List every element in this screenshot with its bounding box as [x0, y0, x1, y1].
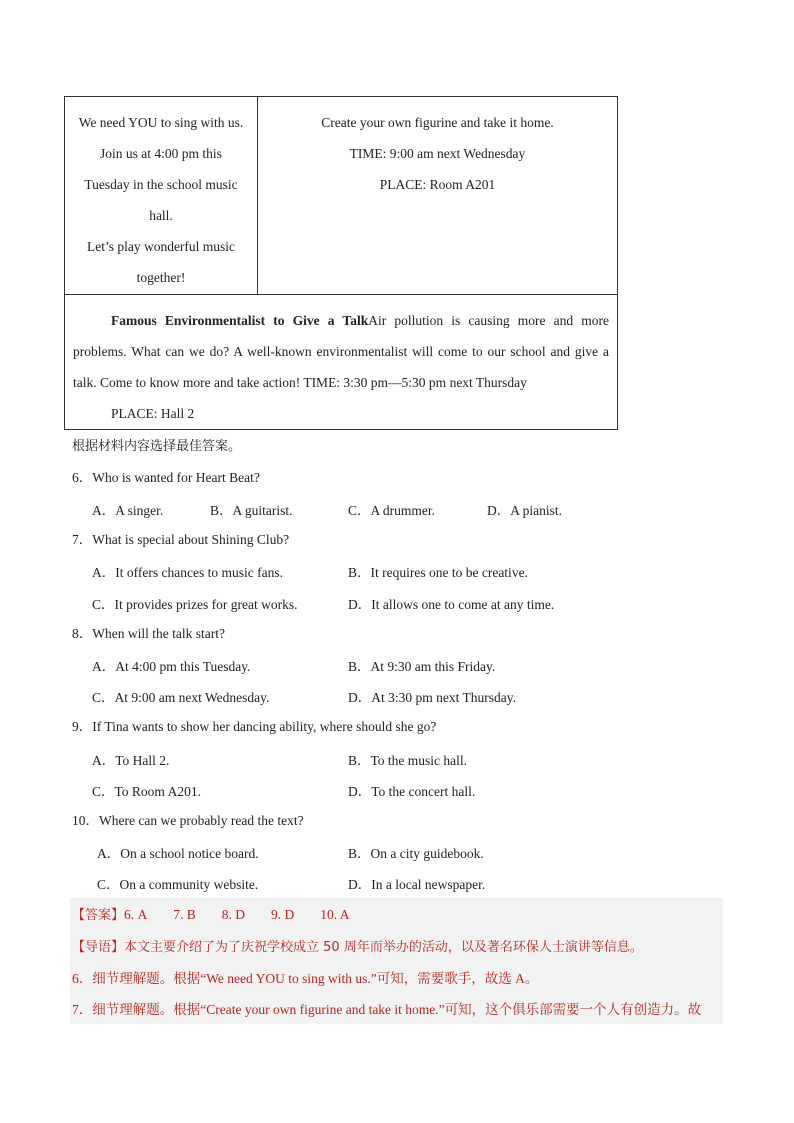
answer-item: 8. D [221, 907, 246, 922]
notice-line: Create your own figurine and take it home. [321, 115, 554, 130]
question-8-stem: 8．When will the talk start? [72, 626, 225, 641]
question-9-option-c[interactable]: C．To Room A201. [92, 784, 201, 799]
figurine-notice [258, 97, 617, 295]
instruction: 根据材料内容选择最佳答案。 [72, 439, 242, 454]
question-10-option-b[interactable]: B．On a city guidebook. [348, 846, 484, 861]
question-6-option-c[interactable]: C．A drummer. [348, 503, 435, 518]
question-7-option-a[interactable]: A．It offers chances to music fans. [92, 565, 283, 580]
question-6-option-b[interactable]: B．A guitarist. [210, 503, 293, 518]
question-8-option-c[interactable]: C．At 9:00 am next Wednesday. [92, 690, 270, 705]
question-7-option-c[interactable]: C．It provides prizes for great works. [92, 597, 298, 612]
talk-notice [65, 295, 617, 429]
notice-line: PLACE: Room A201 [379, 177, 496, 192]
explanation-7: 7．细节理解题。根据“Create your own figurine and take it home.”可知，这个俱乐部需要一个人有创造力。故 [72, 1002, 702, 1017]
answer-item: 9. D [271, 907, 295, 922]
question-9-stem: 9．If Tina wants to show her dancing ability, where should she go? [72, 719, 437, 734]
notice-line: We need YOU to sing with us. [78, 115, 244, 130]
question-8-option-a[interactable]: A．At 4:00 pm this Tuesday. [92, 659, 251, 674]
question-10-stem: 10．Where can we probably read the text? [72, 813, 304, 828]
answer-tag: 【答案】 [72, 908, 125, 923]
question-10-option-a[interactable]: A．On a school notice board. [97, 846, 259, 861]
question-9-option-d[interactable]: D．To the concert hall. [348, 784, 476, 799]
guide-text: 本文主要介绍了为了庆祝学校成立 50 周年而举办的活动，以及著名环保人士演讲等信息。 [124, 940, 643, 955]
question-7-option-d[interactable]: D．It allows one to come at any time. [348, 597, 555, 612]
question-8-option-d[interactable]: D．At 3:30 pm next Thursday. [348, 690, 516, 705]
explanation-6: 6．细节理解题。根据“We need YOU to sing with us.”可知，需要歌手，故选 A。 [72, 971, 539, 986]
question-10-option-c[interactable]: C．On a community website. [97, 877, 259, 892]
notice-line: Let’s play wonderful music [86, 239, 236, 254]
answer-item: 10. A [320, 907, 350, 922]
question-10-option-d[interactable]: D．In a local newspaper. [348, 877, 486, 892]
singing-notice [65, 97, 258, 295]
talk-title: Famous Environmentalist to Give a Talk [111, 313, 369, 328]
answer-item: 6. A [124, 907, 148, 922]
question-8-option-b[interactable]: B．At 9:30 am this Friday. [348, 659, 496, 674]
notice-line: Join us at 4:00 pm this [100, 146, 222, 161]
question-6-option-d[interactable]: D．A pianist. [487, 503, 563, 518]
notice-line: Tuesday in the school music [84, 177, 238, 192]
question-9-option-b[interactable]: B．To the music hall. [348, 753, 468, 768]
question-6-stem: 6．Who is wanted for Heart Beat? [72, 470, 260, 485]
talk-place: PLACE: Hall 2 [111, 406, 195, 421]
question-7-option-b[interactable]: B．It requires one to be creative. [348, 565, 528, 580]
question-6-option-a[interactable]: A．A singer. [92, 503, 164, 518]
notice-line: hall. [149, 208, 173, 223]
notice-table [64, 96, 618, 430]
talk-paragraph [73, 305, 609, 398]
answer-item: 7. B [173, 907, 196, 922]
notice-line: together! [136, 270, 186, 285]
answer-area [70, 898, 723, 1024]
answer-key [72, 904, 376, 923]
question-7-stem: 7．What is special about Shining Club? [72, 532, 290, 547]
question-9-option-a[interactable]: A．To Hall 2. [92, 753, 170, 768]
guide-line [72, 936, 643, 955]
notice-line: TIME: 9:00 am next Wednesday [349, 146, 526, 161]
guide-tag: 【导语】 [72, 940, 125, 955]
talk-body: Air pollution is causing more and more problems. What can we do? A well-known environmentalist will come to our school and give a talk. Come to know more and take action! TIME: 3:30 pm—5:30 pm next Thursday [73, 313, 609, 390]
